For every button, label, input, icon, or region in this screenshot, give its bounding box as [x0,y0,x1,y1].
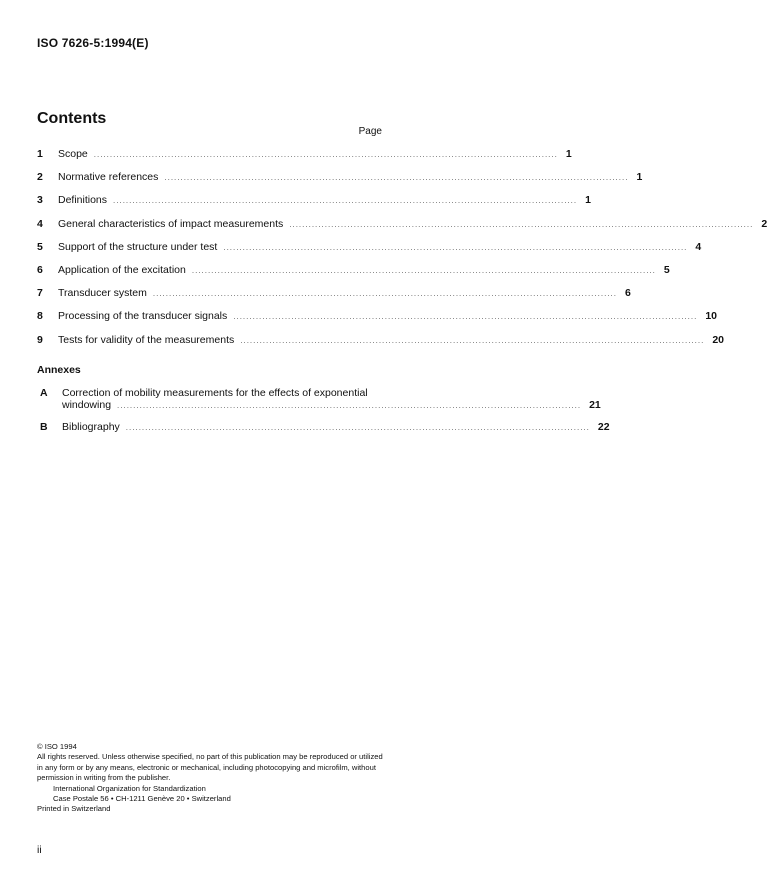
page-number: ii [37,844,42,856]
table-of-contents [37,148,767,357]
toc-entry-title: Normative references [58,171,159,184]
document-id: ISO 7626-5:1994(E) [37,36,149,50]
toc-entry-title: Definitions [58,194,108,207]
dot-leader: ................................................................................................................................................ [152,289,617,299]
toc-entry-page: 20 [712,333,724,346]
printed-in: Printed in Switzerland [37,804,111,814]
rights-statement: All rights reserved. Unless otherwise specified, no part of this publication may be reproduced or utilized in any form or by any means, electronic or mechanical, including photocopying and microfilm, without permission in writing from the publisher. [37,752,383,783]
annex-title-line1: Correction of mobility measurements for the effects of exponential [62,387,368,399]
annex-title: Bibliography [62,421,120,433]
contents-heading: Contents [37,110,107,127]
toc-entry-page: 1 [565,148,572,160]
dot-leader: ................................................................................................................................................ [117,401,582,410]
dot-leader: ................................................................................................................................................ [125,423,590,432]
dot-leader: ................................................................................................................................................ [233,312,698,322]
toc-entry-number: 1 [37,148,43,160]
dot-leader: ................................................................................................................................................ [191,265,656,275]
toc-entry-number: 6 [37,263,43,276]
toc-entry-6[interactable] [37,263,670,287]
toc-entry-title: Application of the excitation [58,263,186,276]
toc-entry-1[interactable] [37,148,572,171]
toc-entry-page: 2 [761,217,767,230]
toc-entry-5[interactable] [37,240,702,264]
copyright-notice [37,742,389,815]
dot-leader: ................................................................................................................................................ [113,196,578,206]
page-column-label: Page [358,126,382,137]
toc-entry-number: 4 [37,217,43,230]
toc-entry-4[interactable] [37,217,767,241]
dot-leader: ................................................................................................................................................ [240,335,705,345]
annex-letter: B [40,421,48,433]
dot-leader: ................................................................................................................................................ [223,242,688,252]
annex-title-line2: windowing [62,399,112,411]
toc-entry-title: Scope [58,148,88,160]
toc-entry-title: Tests for validity of the measurements [58,333,235,346]
toc-entry-9[interactable] [37,333,724,357]
toc-entry-page: 1 [585,194,591,207]
annexes-heading: Annexes [37,364,81,376]
toc-entry-title: Processing of the transducer signals [58,310,228,323]
toc-entry-page: 1 [636,171,643,184]
toc-entry-page: 5 [663,263,670,276]
annex-page: 22 [597,421,610,433]
toc-entry-title: General characteristics of impact measurements [58,217,284,230]
toc-entry-3[interactable] [37,194,591,217]
organization-address: Case Postale 56 • CH-1211 Genève 20 • Switzerland [53,794,231,804]
toc-entry-title: Transducer system [58,287,147,300]
toc-entry-8[interactable] [37,310,718,333]
organization-name: International Organization for Standardization [53,783,206,793]
toc-entry-number: 8 [37,310,43,323]
toc-entry-number: 7 [37,287,43,300]
toc-entry-page: 10 [705,310,718,323]
annex-page: 21 [589,399,601,411]
toc-entry-page: 6 [624,287,631,300]
dot-leader: ................................................................................................................................................ [93,150,558,159]
toc-entry-7[interactable] [37,287,631,310]
toc-entry-title: Support of the structure under test [58,240,218,253]
dot-leader: ................................................................................................................................................ [289,219,754,229]
toc-entry-2[interactable] [37,171,643,194]
toc-entry-number: 9 [37,333,43,346]
toc-entry-number: 2 [37,171,43,184]
toc-entry-number: 5 [37,240,43,253]
toc-entry-page: 4 [695,240,702,253]
annex-letter: A [40,387,48,399]
copyright-line: © ISO 1994 [37,742,77,751]
toc-entry-number: 3 [37,194,43,207]
dot-leader: ................................................................................................................................................ [164,173,629,183]
